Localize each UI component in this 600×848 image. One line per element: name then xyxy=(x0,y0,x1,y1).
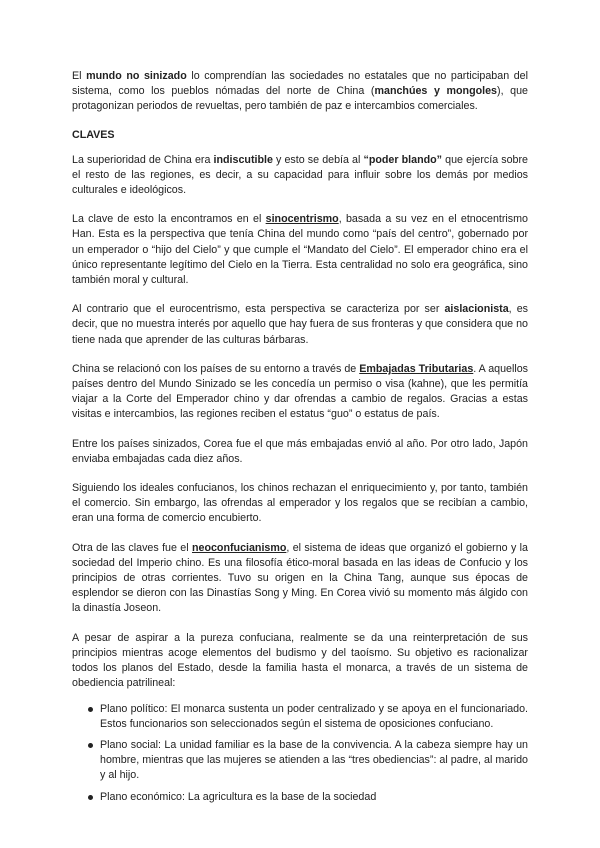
paragraph-3 xyxy=(72,302,528,348)
p1-bold-2: “poder blando” xyxy=(363,153,443,166)
list-item xyxy=(88,702,528,732)
p7-text-2: , el sistema de ideas que organizó el gobierno y la sociedad del Imperio chino. Es una filosofía ético-moral basada en las ideas de Confucio y los principios de otras corrientes. Tuvo su origen en la China Tang, aunque sus épocas de esplendor se dieron con las Dinastías Song y Ming. En Corea vivió su momento más álgido con la dinastía Joseon. xyxy=(72,541,528,615)
intro-bold-1: mundo no sinizado xyxy=(86,70,187,82)
intro-text-2: lo comprendían las sociedades no estatales que no participaban del sistema, como los pueblos nómadas del norte de China ( xyxy=(72,70,528,98)
intro-text-3: ), que protagonizan periodos de revueltas, pero también de paz e intercambios comerciales. xyxy=(72,85,528,113)
list-item xyxy=(88,738,528,784)
p7-text-1: Otra de las claves fue el xyxy=(72,541,192,554)
paragraph-5: Entre los países sinizados, Corea fue el que más embajadas envió al año. Por otro lado, Japón enviaba embajadas cada diez años. xyxy=(72,437,528,465)
list-item xyxy=(88,790,528,805)
paragraph-6: Siguiendo los ideales confucianos, los chinos rechazan el enriquecimiento y, por tanto, también el comercio. Sin embargo, las ofrendas al emperador y los regalos que se recibían a cambio, eran una forma de comercio encubierto. xyxy=(72,482,528,525)
p2-text-1: La clave de esto la encontramos en el xyxy=(72,213,266,226)
paragraph-4 xyxy=(72,362,528,423)
bullet-dot-icon xyxy=(88,743,93,748)
p4-bold-underlined: Embajadas Tributarias xyxy=(359,362,474,375)
bullet-dot-icon xyxy=(88,707,93,712)
p7-bold-underlined: neoconfucianismo xyxy=(191,541,287,554)
p3-bold-1: aislacionista xyxy=(444,303,509,316)
p2-bold-underlined: sinocentrismo xyxy=(265,213,339,226)
bullet-dot-icon xyxy=(88,795,93,800)
paragraph-8: A pesar de aspirar a la pureza confuciana, realmente se da una reinterpretación de sus principios mientras acoge elementos del budismo y del taoísmo. Su objetivo es racionalizar todos los planos del Estado, desde la familia hasta el monarca, a través de un sistema de obediencia patrilineal: xyxy=(72,631,528,690)
intro-bold-2: manchúes y mongoles xyxy=(374,85,498,98)
p3-text-2: , es decir, que no muestra interés por aquello que hay fuera de sus fronteras y que considera que no tiene nada que aprender de las culturas bárbaras. xyxy=(72,303,528,346)
p1-text-2: y esto se debía al xyxy=(272,153,364,166)
paragraph-1 xyxy=(72,153,528,199)
list-item-text: Plano económico: La agricultura es la base de la sociedad xyxy=(100,790,377,803)
bullet-list xyxy=(72,702,528,805)
intro-text-1: El xyxy=(72,70,87,82)
list-item-text: Plano social: La unidad familiar es la base de la convivencia. A la cabeza siempre hay un hombre, mientras que las mujeres se atienden a las “tres obediencias”: al padre, al marido y al hijo. xyxy=(100,738,528,782)
p4-text-1: China se relacionó con los países de su entorno a través de xyxy=(72,362,360,375)
intro-paragraph xyxy=(72,69,528,115)
p1-text-3: que ejercía sobre el resto de las regiones, es decir, a su capacidad para influir sobre los demás por medios culturales e ideológicos. xyxy=(72,153,528,197)
p3-text-1: Al contrario que el eurocentrismo, esta perspectiva se caracteriza por ser xyxy=(72,303,445,316)
paragraph-2 xyxy=(72,212,528,288)
p2-text-2: , basada a su vez en el etnocentrismo Han. Esta es la perspectiva que tenía China del mundo como “país del centro”, gobernado por un emperador o “hijo del Cielo” y que cumple el “Mandato del Cielo”. El emperador chino era el único representante legítimo del Cielo en la Tierra. Esta centralidad no solo era geográfica, sino también moral y cultural. xyxy=(72,213,528,287)
p1-text-1: La superioridad de China era xyxy=(72,153,214,166)
paragraph-7 xyxy=(72,541,528,617)
list-item-text: Plano político: El monarca sustenta un poder centralizado y se apoya en el funcionariado. Estos funcionarios son seleccionados según el sistema de oposiciones confuciano. xyxy=(100,702,528,730)
section-heading: CLAVES xyxy=(72,128,115,141)
p1-bold-1: indiscutible xyxy=(213,153,273,166)
p4-text-2: . A aquellos países dentro del Mundo Sinizado se les concedía un permiso o visa (kahne), que les permitía viajar a la Corte del Emperador chino y dar ofrendas a cambio de regalos. Gracias a estas visitas e intercambios, las regiones reciben el estatus “guo” o estatus de país. xyxy=(72,362,529,421)
